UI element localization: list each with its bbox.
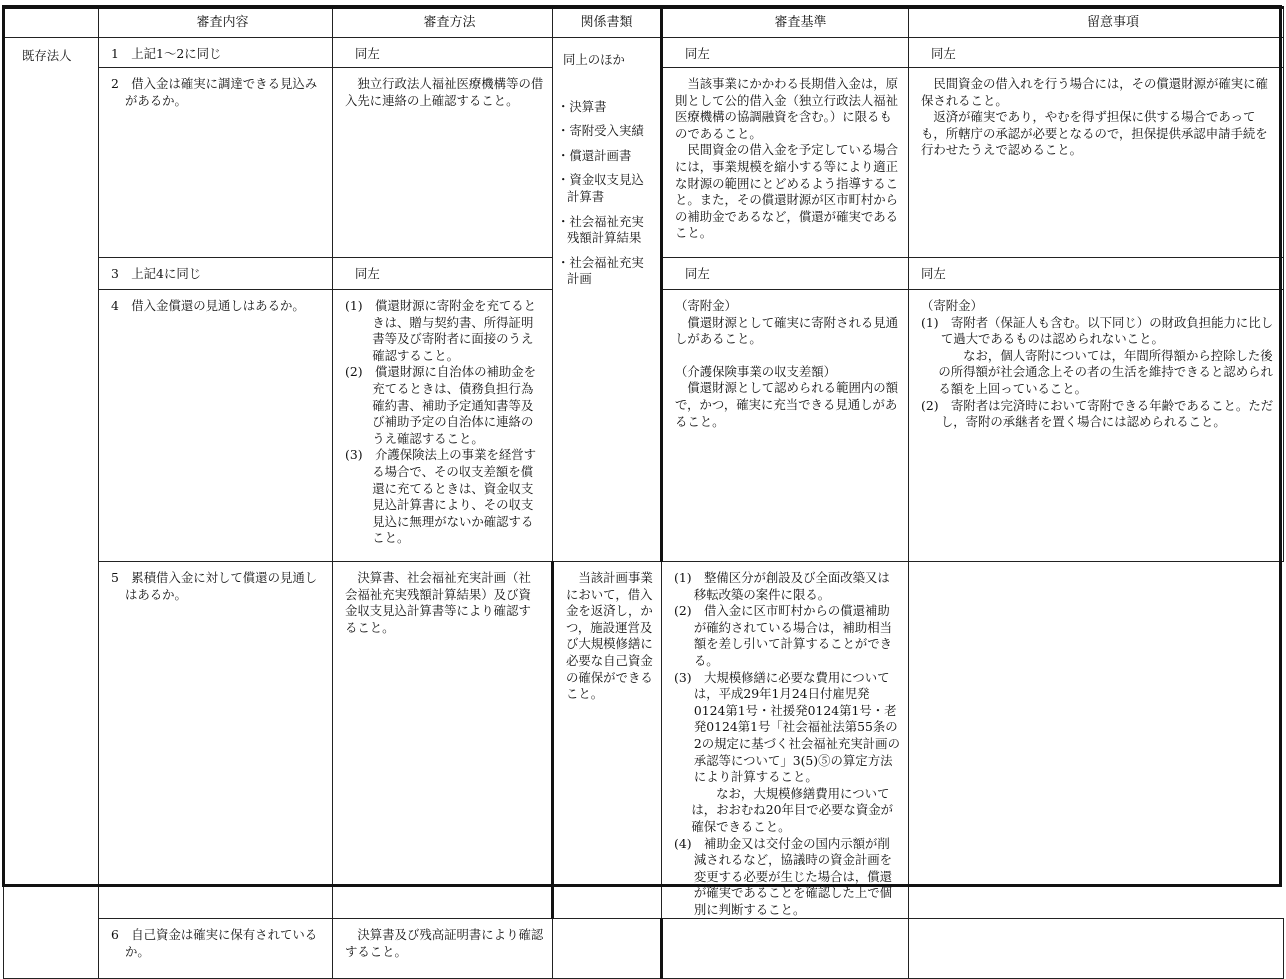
documents-lead: 同上のほか	[563, 52, 625, 67]
review-item-text: 2 借入金は確実に調達できる見込みがあるか。	[111, 76, 318, 108]
notes-paragraph: なお，個人寄附については，年間所得額から控除した後の所得額が社会通念上その者の生活を維持できると認められる額を上回っていること。	[938, 347, 1273, 396]
category-cell: 既存法人	[4, 38, 99, 979]
notes-2	[909, 68, 1284, 258]
review-item-text: 5 累積借入金に対して償還の見通しはあるか。	[111, 570, 318, 602]
criteria-paragraph: 当該事業にかかわる長期借入金は，原則として公的借入金（独立行政法人福祉医療機構の協調融資を含む。）に限るものであること。	[675, 76, 899, 141]
method-6	[333, 919, 553, 979]
review-item-4	[99, 290, 333, 562]
notes-subitem: (4) 補助金又は交付金の国内示額が削減されるなど，協議時の資金計画を変更する必要が生じた場合は，償還が確実であることを確認した上で個別に判断すること。	[674, 835, 893, 917]
table-row	[4, 38, 1284, 68]
header-review-criteria: 審査基準	[662, 8, 909, 38]
review-item-6	[99, 919, 333, 979]
documents-6	[553, 919, 662, 979]
criteria-2	[662, 68, 909, 258]
notes-3: 同左	[909, 258, 1284, 290]
header-review-content: 審査内容	[99, 8, 333, 38]
document-item: ・社会福祉充実残額計算結果	[557, 213, 644, 246]
notes-5	[662, 562, 909, 919]
method-subitem: (2) 償還財源に自治体の補助金を充てるときは、債務負担行為確約書、補助予定通知書等及び補助予定の自治体に連絡のうえ確認すること。	[345, 364, 537, 446]
notes-subitem: (1) 整備区分が創設及び全面改築又は移転改築の案件に限る。	[674, 570, 890, 602]
method-5	[333, 562, 553, 919]
method-text: 独立行政法人福祉医療機構等の借入先に連絡の上確認すること。	[345, 76, 544, 108]
header-category	[4, 8, 99, 38]
review-item-5	[99, 562, 333, 919]
document-item: ・寄附受入実績	[557, 123, 644, 139]
criteria-paragraph: 民間資金の借入金を予定している場合には，事業規模を縮小する等により適正な財源の範囲にとどめるよう指導すること。また，その償還財源が区市町村からの補助金であるなど，償還が確実であること。	[675, 142, 899, 241]
notes-heading: （寄附金）	[921, 298, 983, 313]
notes-subitem: (2) 借入金に区市町村からの償還補助が確約されている場合は，補助相当額を差し引いて計算することができる。	[674, 603, 893, 668]
method-4	[333, 290, 553, 562]
table-row	[4, 562, 1284, 919]
header-related-documents: 関係書類	[553, 8, 662, 38]
notes-paragraph: なお，大規模修繕費用については，おおむね20年目で必要な資金が確保できること。	[691, 785, 893, 834]
criteria-paragraph: 当該計画事業において，借入金を返済し，かつ，施設運営及び大規模修繕に必要な自己資金の確保ができること。	[566, 570, 653, 702]
notes-paragraph: 返済が確実であり，やむを得ず担保に供する場合であっても，所轄庁の承認が必要となるので，担保提供承認申請手続を行わせたうえで認めること。	[921, 109, 1268, 158]
review-item-3	[99, 258, 333, 290]
review-item-text: 1 上記1～2に同じ	[111, 46, 222, 61]
review-standards-table	[3, 6, 1284, 979]
notes-subitem: (3) 大規模修繕に必要な費用については，平成29年1月24日付雇児発0124第1号・社援発0124第1号・老発0124第1号「社会福祉法第55条の2の規定に基づく社会福祉充実計画の承認等について」3(5)⑤の算定方法により計算すること。	[674, 669, 900, 785]
criteria-3: 同左	[662, 258, 909, 290]
criteria-4	[662, 290, 909, 562]
criteria-paragraph: 償還財源として確実に寄附される見通しがあること。	[675, 314, 899, 347]
notes-subitem: (1) 寄附者（保証人も含む。以下同じ）の財政負担能力に比して過大であるものは認められないこと。	[921, 314, 1274, 347]
method-1: 同左	[333, 38, 553, 68]
table-row	[4, 919, 1284, 979]
method-subitem: (1) 償還財源に寄附金を充てるときは、贈与契約書、所得証明書等及び寄附者に面接のうえ確認すること。	[345, 298, 537, 363]
notes-4	[909, 290, 1284, 562]
criteria-5	[553, 562, 662, 919]
notes-paragraph: 民間資金の借入れを行う場合には，その償還財源が確実に確保されること。	[921, 76, 1268, 108]
document-item: ・償還計画書	[557, 147, 632, 163]
review-item-1	[99, 38, 333, 68]
document-item: ・社会福祉充実計画	[557, 254, 644, 287]
method-text: 決算書、社会福祉充実計画（社会福祉充実残額計算結果）及び資金収支見込計算書等により確認すること。	[345, 570, 531, 635]
header-row	[4, 8, 1284, 38]
review-item-text: 4 借入金償還の見通しはあるか。	[111, 298, 305, 313]
review-item-2	[99, 68, 333, 258]
criteria-paragraph: 償還財源として認められる範囲内の額で，かつ，確実に充当できる見通しがあること。	[675, 380, 899, 429]
notes-6	[909, 919, 1284, 979]
review-item-text: 3 上記4に同じ	[111, 266, 202, 281]
document-item: ・決算書	[557, 98, 607, 114]
notes-subitem: (2) 寄附者は完済時において寄附できる年齢であること。ただし，寄附の承継者を置く場合には認められること。	[921, 397, 1274, 430]
notes-1: 同左	[909, 38, 1284, 68]
criteria-6	[662, 919, 909, 979]
criteria-heading: （介護保険事業の収支差額）	[675, 363, 837, 379]
method-text: 決算書及び残高証明書により確認すること。	[345, 927, 544, 960]
method-3: 同左	[333, 258, 553, 290]
related-documents-cell	[553, 38, 662, 562]
header-notes: 留意事項	[909, 8, 1284, 38]
method-2	[333, 68, 553, 258]
method-subitem: (3) 介護保険法上の事業を経営する場合で、その収支差額を償還に充てるときは、資金収支見込計算書により、その収支見込に無理がないか確認すること。	[345, 447, 537, 546]
header-review-method: 審査方法	[333, 8, 553, 38]
review-item-text: 6 自己資金は確実に保有されているか。	[111, 927, 318, 960]
document-item: ・資金収支見込計算書	[557, 172, 644, 204]
criteria-1: 同左	[662, 38, 909, 68]
criteria-heading: （寄附金）	[675, 298, 737, 313]
